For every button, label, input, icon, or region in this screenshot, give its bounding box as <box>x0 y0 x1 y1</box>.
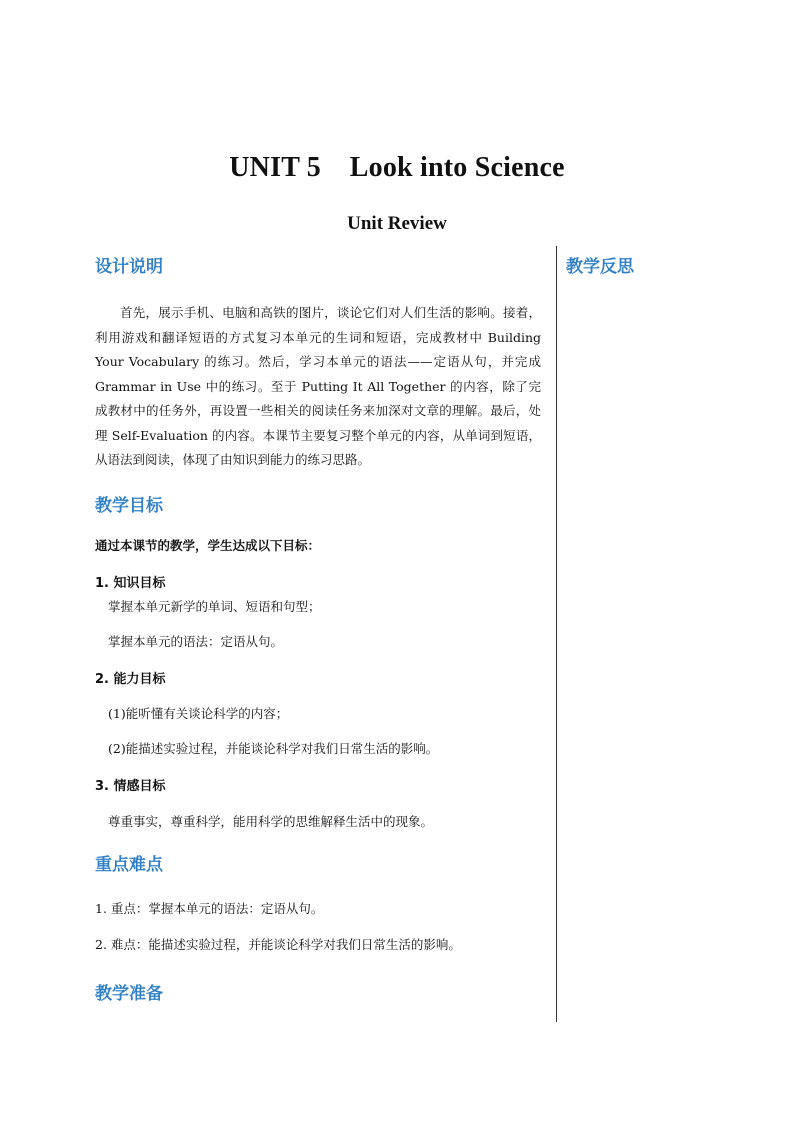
ability-item: (2)能描述实验过程，并能谈论科学对我们日常生活的影响。 <box>108 741 439 756</box>
column-divider <box>556 246 557 1022</box>
knowledge-item: 掌握本单元的语法：定语从句。 <box>108 634 284 649</box>
key-point-item: 1. 重点：掌握本单元的语法：定语从句。 <box>95 901 324 916</box>
emotion-title: 3. 情感目标 <box>95 779 166 794</box>
design-section <box>95 252 541 473</box>
unit-title: UNIT 5 Look into Science <box>229 152 565 183</box>
objectives-heading: 教学目标 <box>95 496 163 516</box>
knowledge-item: 掌握本单元新学的单词、短语和句型； <box>108 599 321 614</box>
knowledge-title: 1. 知识目标 <box>95 576 166 591</box>
preparation-heading: 教学准备 <box>95 984 163 1004</box>
key-points-heading: 重点难点 <box>95 855 163 875</box>
key-point-item: 2. 难点：能描述实验过程，并能谈论科学对我们日常生活的影响。 <box>95 937 461 952</box>
objectives-section <box>95 491 541 829</box>
design-paragraph: 首先，展示手机、电脑和高铁的图片，谈论它们对人们生活的影响。接着，利用游戏和翻译短语的方式复习本单元的生词和短语，完成教材中 Building Your Vocabulary 的练习。然后，学习本单元的语法——定语从句，并完成 Grammar in Use 中的练习。至于 Putting It All Together 的内容，除了完成教材中的任务外，再设置一些相关的阅读任务来加深对文章的理解。最后，处理 Self-Evaluation 的内容。本课节主要复习整个单元的内容，从单词到短语，从语法到阅读，体现了由知识到能力的练习思路。 <box>95 305 541 467</box>
emotion-item: 尊重事实，尊重科学，能用科学的思维解释生活中的现象。 <box>108 814 434 829</box>
preparation-section <box>95 979 541 1009</box>
ability-item: (1)能听懂有关谈论科学的内容； <box>108 706 289 721</box>
unit-subtitle: Unit Review <box>347 213 447 234</box>
objectives-lead: 通过本课节的教学，学生达成以下目标： <box>95 538 321 553</box>
reflection-heading: 教学反思 <box>566 257 634 277</box>
reflection-column <box>566 252 746 282</box>
ability-title: 2. 能力目标 <box>95 672 166 687</box>
design-heading: 设计说明 <box>95 257 163 277</box>
key-points-section <box>95 850 541 952</box>
